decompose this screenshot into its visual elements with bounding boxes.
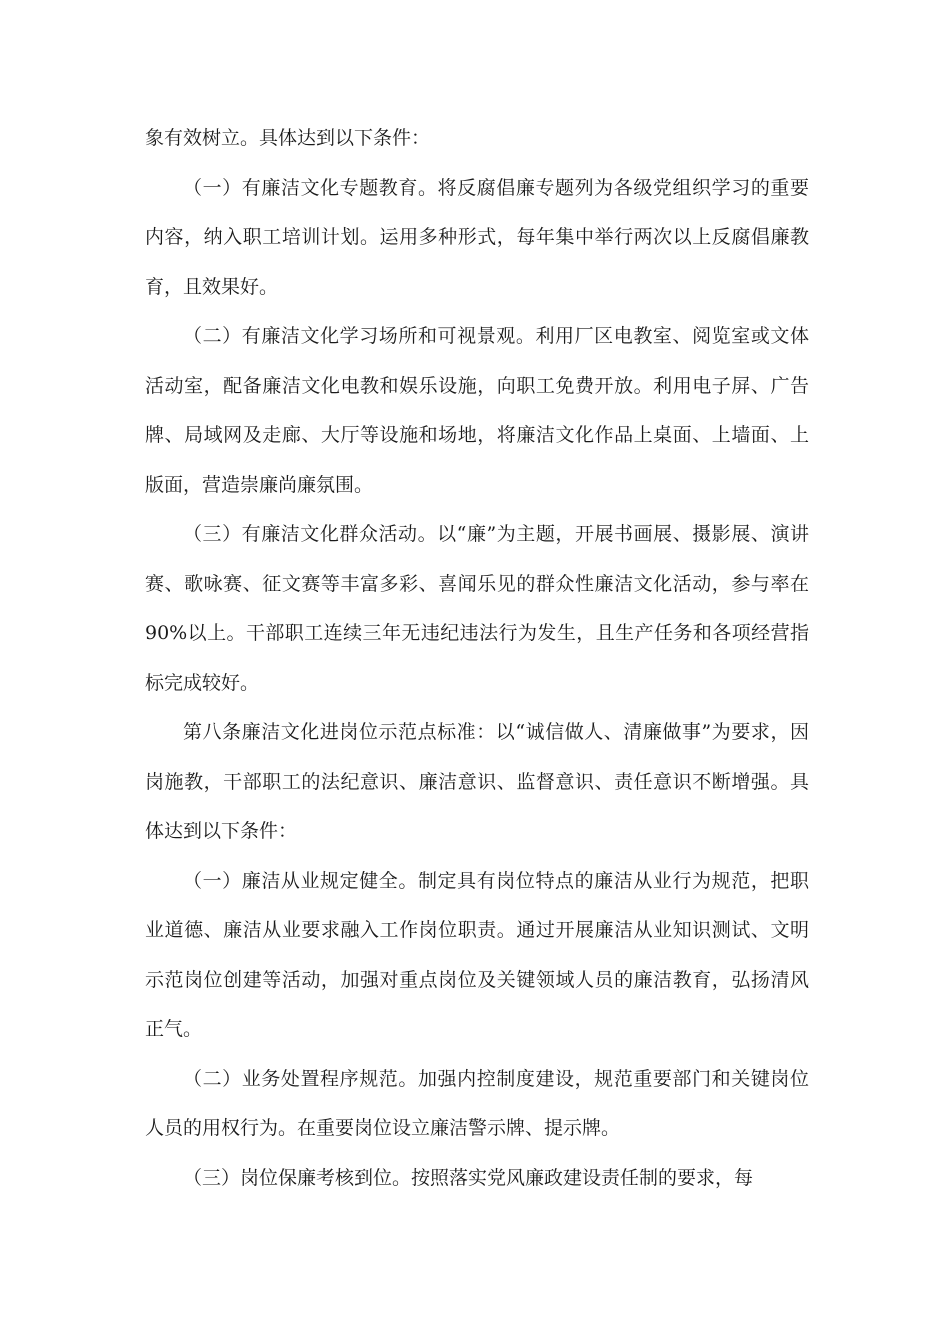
paragraph-2: （一）有廉洁文化专题教育。将反腐倡廉专题列为各级党组织学习的重要内容，纳入职工培训计划。运用多种形式，每年集中举行两次以上反腐倡廉教育，且效果好。 xyxy=(145,176,809,298)
paragraph-1: 象有效树立。具体达到以下条件： xyxy=(145,127,431,149)
paragraph-4: （三）有廉洁文化群众活动。以“廉”为主题，开展书画展、摄影展、演讲赛、歌咏赛、征文赛等丰富多彩、喜闻乐见的群众性廉洁文化活动，参与率在 90%以上。干部职工连续三年无违纪违法行为发生，且生产任务和各项经营指标完成较好。 xyxy=(145,523,809,694)
paragraph-7: （二）业务处置程序规范。加强内控制度建设，规范重要部门和关键岗位人员的用权行为。在重要岗位设立廉洁警示牌、提示牌。 xyxy=(145,1067,809,1139)
paragraph-5: 第八条廉洁文化进岗位示范点标准：以“诚信做人、清廉做事”为要求，因岗施教，干部职工的法纪意识、廉洁意识、监督意识、责任意识不断增强。具体达到以下条件： xyxy=(145,721,809,842)
paragraph-3: （二）有廉洁文化学习场所和可视景观。利用厂区电教室、阅览室或文体活动室，配备廉洁文化电教和娱乐设施，向职工免费开放。利用电子屏、广告牌、局域网及走廊、大厅等设施和场地，将廉洁文化作品上桌面、上墙面、上版面，营造崇廉尚廉氛围。 xyxy=(145,325,809,496)
document-body xyxy=(145,114,809,1203)
paragraph-8: （三）岗位保廉考核到位。按照落实党风廉政建设责任制的要求，每 xyxy=(183,1166,754,1189)
paragraph-6: （一）廉洁从业规定健全。制定具有岗位特点的廉洁从业行为规范，把职业道德、廉洁从业要求融入工作岗位职责。通过开展廉洁从业知识测试、文明示范岗位创建等活动，加强对重点岗位及关键领域人员的廉洁教育，弘扬清风正气。 xyxy=(145,869,809,1040)
